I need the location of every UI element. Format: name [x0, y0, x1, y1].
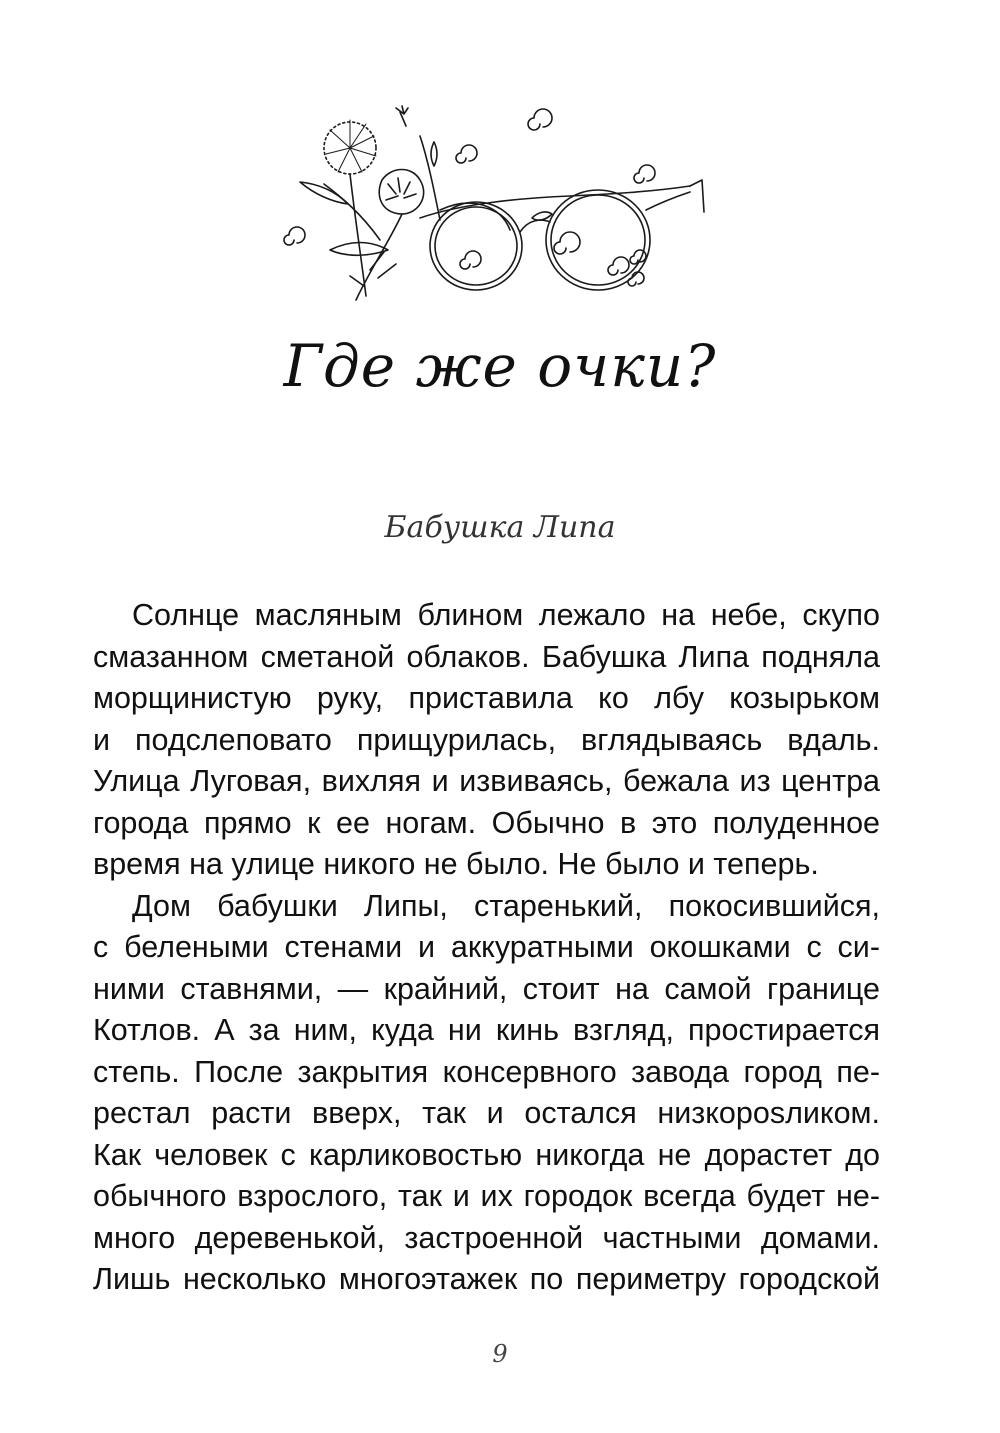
glasses-with-dandelions-icon: [270, 100, 710, 310]
paragraph-2: [93, 886, 880, 1301]
text-line: Лишь несколько многоэтажек по периметру городской: [93, 1262, 880, 1296]
text-line: время на улице никого не было. Не было и теперь.: [93, 847, 819, 881]
text-line: Солнце масляным блином лежало на небе, скупо: [132, 598, 880, 632]
body-text: [93, 595, 880, 1301]
text-line: морщинистую руку, приставила ко лбу козырьком: [93, 681, 880, 715]
text-line: рестал расти вверх, так и остался низкорosликом.: [93, 1096, 880, 1130]
text-line: смазанном сметаной облаков. Бабушка Липа подняла: [93, 639, 880, 674]
text-line: с белеными стенами и аккуратными окошками с си-: [93, 930, 880, 964]
section-title: Бабушка Липа: [384, 510, 616, 545]
text-line: много деревенькой, застроенной частными домами.: [93, 1220, 880, 1255]
chapter-title: Где же очки?: [283, 332, 717, 400]
text-line: Котлов. А за ним, куда ни кинь взгляд, простирается: [93, 1013, 880, 1047]
text-line: ними ставнями, — крайний, стоит на самой границе: [93, 971, 880, 1006]
text-line: Улица Луговая, вихляя и извиваясь, бежала из центра: [93, 764, 880, 798]
text-line: Дом бабушки Липы, старенький, покосившийся,: [132, 888, 880, 923]
text-line: степь. После закрытия консервного завода город пе-: [93, 1054, 880, 1089]
page-number: 9: [492, 1340, 508, 1368]
text-line: и подслеповато прищурилась, вглядываясь вдаль.: [93, 722, 880, 757]
text-line: Как человек с карликовостью никогда не дорастет до: [93, 1137, 880, 1172]
text-line: обычного взрослого, так и их городок всегда будет не-: [93, 1179, 880, 1213]
paragraph-1: [93, 595, 880, 886]
text-line: города прямо к ее ногам. Обычно в это полуденное: [93, 805, 880, 840]
